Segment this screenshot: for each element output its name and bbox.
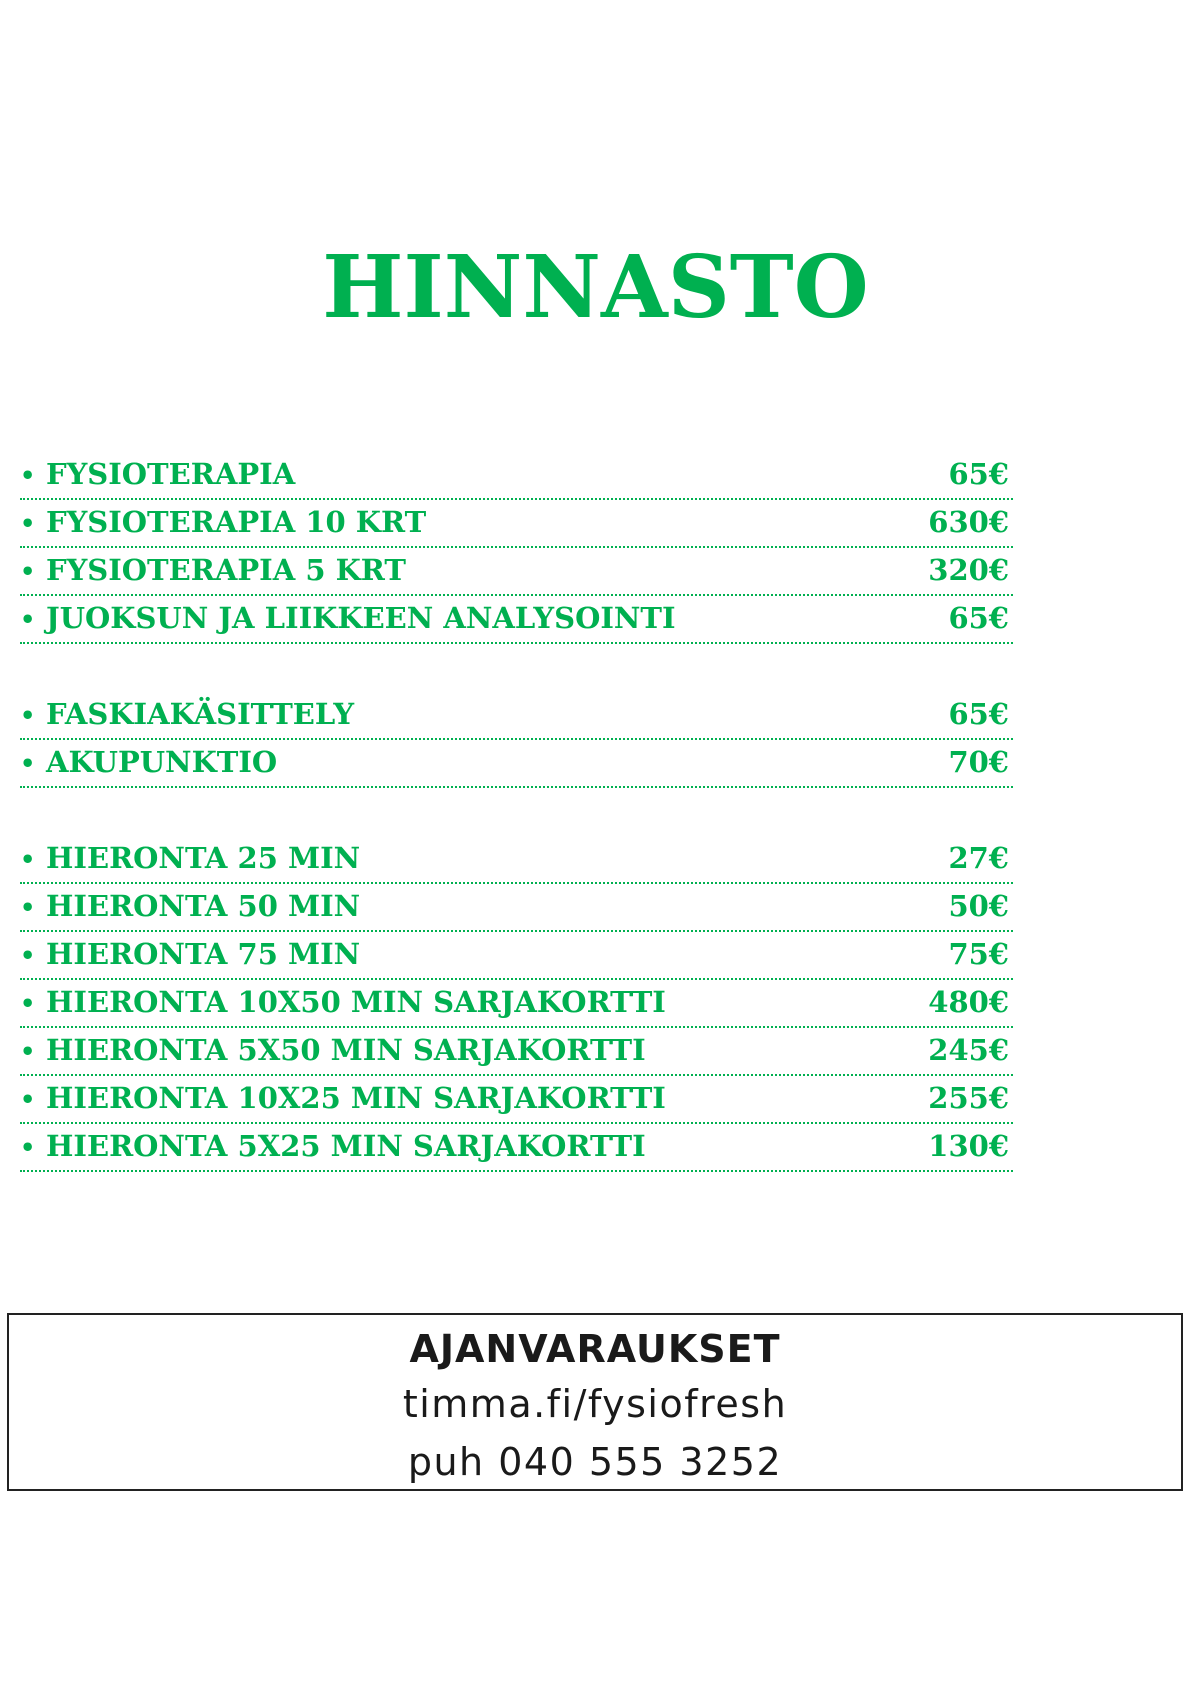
bullet-icon: •	[20, 1037, 36, 1066]
bullet-icon: •	[20, 749, 36, 778]
price-row	[20, 836, 1013, 884]
bullet-icon: •	[20, 845, 36, 874]
bullet-icon: •	[20, 557, 36, 586]
bullet-icon: •	[20, 989, 36, 1018]
price-list	[20, 452, 1013, 1220]
service-label-wrap	[20, 692, 354, 738]
service-label-wrap	[20, 452, 295, 498]
price-row	[20, 500, 1013, 548]
price-row	[20, 1076, 1013, 1124]
service-name: HIERONTA 25 MIN	[46, 841, 361, 875]
service-name: HIERONTA 10X25 MIN SARJAKORTTI	[46, 1081, 666, 1115]
service-price: 50€	[948, 889, 1009, 923]
service-price: 630€	[928, 505, 1009, 539]
price-group	[20, 452, 1013, 644]
bullet-icon: •	[20, 605, 36, 634]
price-row	[20, 1124, 1013, 1172]
price-row	[20, 740, 1013, 788]
booking-website[interactable]: timma.fi/fysiofresh	[402, 1382, 788, 1426]
service-name: HIERONTA 75 MIN	[46, 937, 361, 971]
service-name: FYSIOTERAPIA 5 KRT	[46, 553, 406, 587]
price-row	[20, 1028, 1013, 1076]
page-title: HINNASTO	[322, 237, 869, 338]
booking-phone[interactable]: puh 040 555 3252	[407, 1440, 783, 1484]
bullet-icon: •	[20, 941, 36, 970]
bullet-icon: •	[20, 1085, 36, 1114]
booking-box	[7, 1313, 1183, 1491]
service-price: 255€	[928, 1081, 1009, 1115]
bullet-icon: •	[20, 1133, 36, 1162]
bullet-icon: •	[20, 701, 36, 730]
service-name: FYSIOTERAPIA	[46, 457, 296, 491]
service-price: 480€	[928, 985, 1009, 1019]
price-row	[20, 692, 1013, 740]
price-row	[20, 884, 1013, 932]
service-label-wrap	[20, 932, 360, 978]
price-row	[20, 596, 1013, 644]
service-label-wrap	[20, 884, 360, 930]
service-label-wrap	[20, 980, 666, 1026]
service-name: HIERONTA 10X50 MIN SARJAKORTTI	[46, 985, 666, 1019]
price-row	[20, 980, 1013, 1028]
service-name: HIERONTA 5X25 MIN SARJAKORTTI	[46, 1129, 646, 1163]
service-price: 65€	[948, 457, 1009, 491]
price-group	[20, 692, 1013, 788]
service-price: 27€	[948, 841, 1009, 875]
service-label-wrap	[20, 500, 426, 546]
service-label-wrap	[20, 548, 406, 594]
service-label-wrap	[20, 596, 676, 642]
service-name: FYSIOTERAPIA 10 KRT	[46, 505, 427, 539]
service-name: HIERONTA 5X50 MIN SARJAKORTTI	[46, 1033, 646, 1067]
service-name: JUOKSUN JA LIIKKEEN ANALYSOINTI	[46, 601, 676, 635]
booking-title: AJANVARAUKSET	[409, 1327, 781, 1371]
service-price: 65€	[948, 697, 1009, 731]
price-row	[20, 932, 1013, 980]
service-label-wrap	[20, 1124, 646, 1170]
service-price: 130€	[928, 1129, 1009, 1163]
service-price: 65€	[948, 601, 1009, 635]
bullet-icon: •	[20, 461, 36, 490]
service-label-wrap	[20, 836, 360, 882]
service-label-wrap	[20, 1028, 646, 1074]
bullet-icon: •	[20, 509, 36, 538]
service-price: 245€	[928, 1033, 1009, 1067]
service-price: 75€	[948, 937, 1009, 971]
price-row	[20, 452, 1013, 500]
service-name: AKUPUNKTIO	[46, 745, 278, 779]
price-row	[20, 548, 1013, 596]
bullet-icon: •	[20, 893, 36, 922]
service-label-wrap	[20, 1076, 666, 1122]
service-name: HIERONTA 50 MIN	[46, 889, 361, 923]
price-group	[20, 836, 1013, 1172]
service-name: FASKIAKÄSITTELY	[46, 697, 355, 731]
service-price: 320€	[928, 553, 1009, 587]
service-label-wrap	[20, 740, 277, 786]
service-price: 70€	[948, 745, 1009, 779]
